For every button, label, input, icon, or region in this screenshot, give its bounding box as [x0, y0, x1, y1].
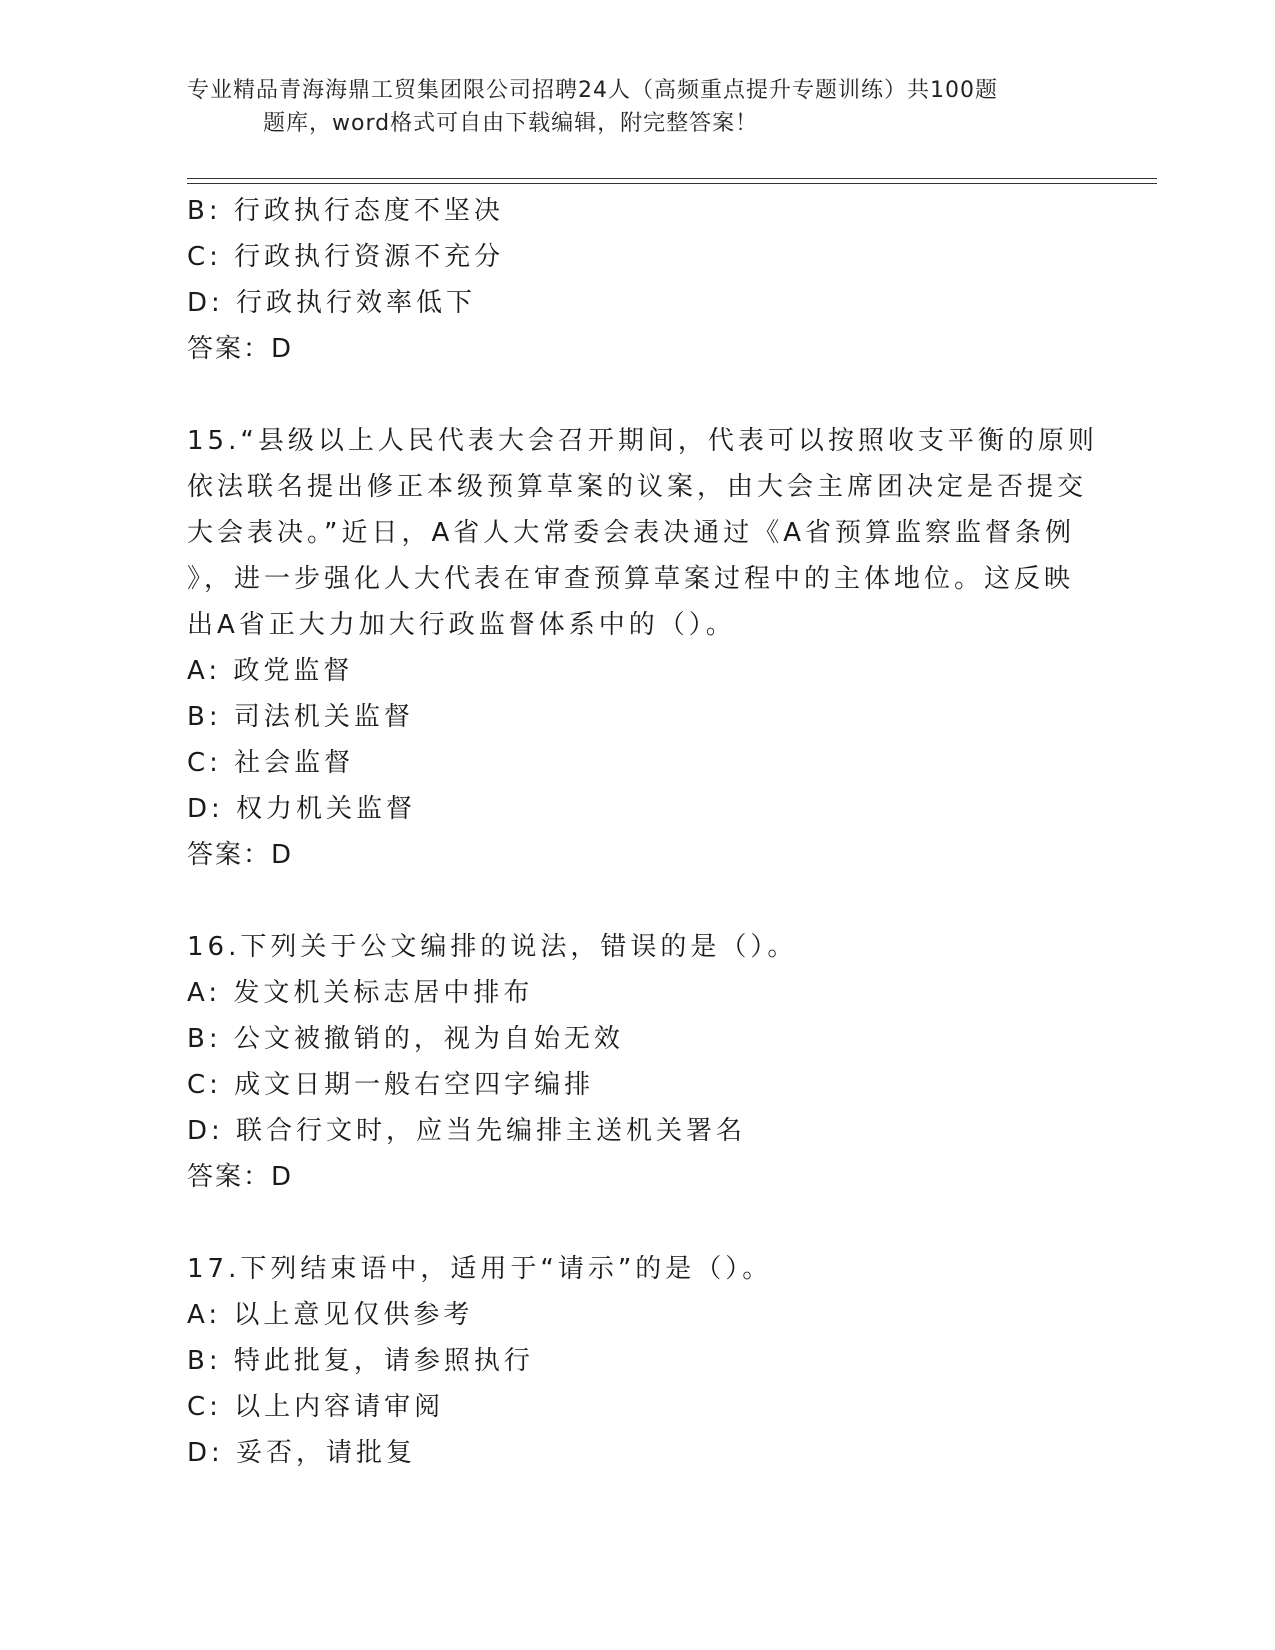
spacer — [187, 878, 1087, 924]
question-15 — [187, 418, 1098, 878]
option-b: B: 公文被撤销的，视为自始无效 — [187, 1024, 624, 1054]
question-text-line: 出A省正大力加大行政监督体系中的（）。 — [187, 610, 736, 640]
question-text-line: 》，进一步强化人大代表在审查预算草案过程中的主体地位。这反映 — [187, 564, 1075, 594]
spacer — [187, 372, 1087, 418]
option-c: C: 社会监督 — [187, 748, 355, 778]
header-title-line1: 专业精品青海海鼎工贸集团限公司招聘24人（高频重点提升专题训练）共100题 — [187, 78, 998, 103]
spacer — [187, 1200, 1087, 1246]
question-text-line: 15.“县级以上人民代表大会召开期间，代表可以按照收支平衡的原则 — [187, 426, 1098, 456]
option-a: A: 政党监督 — [187, 656, 354, 686]
answer-line: 答案：D — [187, 840, 294, 870]
question-text-line: 17.下列结束语中，适用于“请示”的是（）。 — [187, 1254, 773, 1284]
answer-line: 答案：D — [187, 334, 294, 364]
option-c: C: 以上内容请审阅 — [187, 1392, 445, 1422]
question-14-continuation — [187, 188, 1087, 372]
header-divider — [187, 178, 1157, 184]
option-d: D: 行政执行效率低下 — [187, 288, 477, 318]
answer-line: 答案：D — [187, 1162, 294, 1192]
option-b: B: 特此批复，请参照执行 — [187, 1346, 534, 1376]
option-c: C: 行政执行资源不充分 — [187, 242, 505, 272]
option-b: B: 司法机关监督 — [187, 702, 414, 732]
question-text-line: 依法联名提出修正本级预算草案的议案，由大会主席团决定是否提交 — [187, 472, 1088, 502]
page-header — [187, 74, 1087, 140]
header-title-line2: 题库，word格式可自由下载编辑，附完整答案！ — [263, 111, 759, 136]
option-d: D: 联合行文时，应当先编排主送机关署名 — [187, 1116, 747, 1146]
question-text-line: 大会表决。”近日，A省人大常委会表决通过《A省预算监察监督条例 — [187, 518, 1076, 548]
option-c: C: 成文日期一般右空四字编排 — [187, 1070, 595, 1100]
option-d: D: 妥否，请批复 — [187, 1438, 417, 1468]
option-d: D: 权力机关监督 — [187, 794, 417, 824]
option-a: A: 发文机关标志居中排布 — [187, 978, 534, 1008]
option-a: A: 以上意见仅供参考 — [187, 1300, 474, 1330]
question-17 — [187, 1246, 1087, 1476]
question-16 — [187, 924, 1087, 1200]
question-text-line: 16.下列关于公文编排的说法，错误的是（）。 — [187, 932, 798, 962]
document-body — [187, 188, 1098, 1476]
option-b: B: 行政执行态度不坚决 — [187, 196, 504, 226]
